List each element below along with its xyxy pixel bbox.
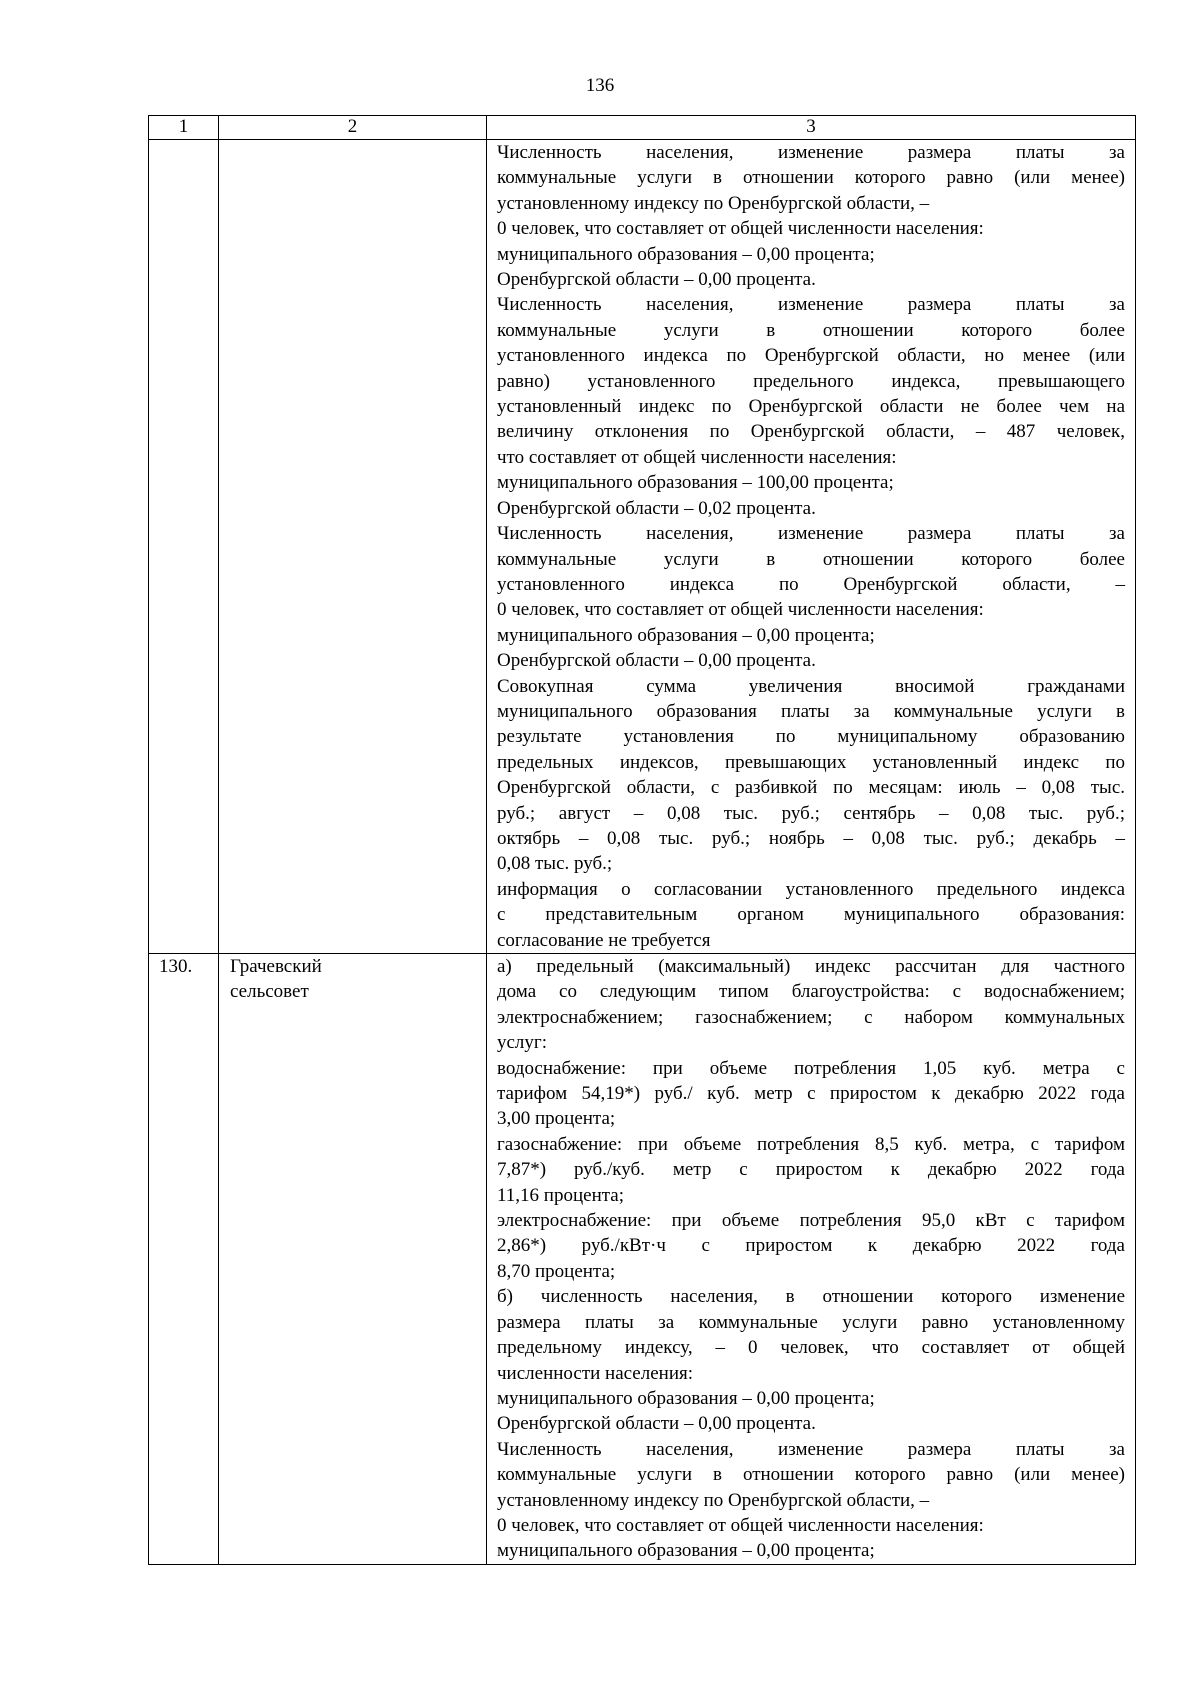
row-text-cell — [487, 954, 1136, 1565]
text-line: 0 человек, что составляет от общей численности населения: — [497, 218, 984, 240]
text-line: 3,00 процента; — [497, 1108, 616, 1130]
table-row-continued — [149, 140, 1136, 954]
text-line: а) предельный (максимальный) индекс рассчитан для частного — [497, 956, 1125, 977]
text-line: муниципального образования – 0,00 процента; — [497, 624, 875, 646]
document-table — [148, 115, 1136, 1565]
text-line: что составляет от общей численности населения: — [497, 446, 897, 468]
text-line: установленного индекса по Оренбургской области, – — [497, 573, 1125, 595]
row-number-cell: 130. — [149, 954, 219, 1565]
row-text — [497, 140, 1125, 953]
text-line: коммунальные услуги в отношении которого равно (или менее) — [497, 167, 1125, 189]
text-line: тарифом 54,19*) руб./ куб. метр с приростом к декабрю 2022 года — [497, 1083, 1125, 1105]
text-line: численности населения: — [497, 1362, 694, 1384]
text-line: муниципального образования платы за коммунальные услуги в — [497, 700, 1125, 722]
text-line: услуг: — [497, 1032, 547, 1054]
text-line: дома со следующим типом благоустройства: с водоснабжением; — [497, 981, 1125, 1003]
text-line: Оренбургской области – 0,02 процента. — [497, 497, 816, 519]
text-line: установленному индексу по Оренбургской области, – — [497, 1489, 930, 1511]
text-line: электроснабжением; газоснабжением; с набором коммунальных — [497, 1006, 1125, 1028]
text-line: результате установления по муниципальному образованию — [497, 726, 1125, 748]
table-header-row — [149, 116, 1136, 140]
text-line: величину отклонения по Оренбургской области, – 487 человек, — [497, 421, 1125, 443]
text-line: предельных индексов, превышающих установленный индекс по — [497, 751, 1125, 773]
municipality-name-line: Грачевский — [230, 956, 322, 977]
header-col-3: 3 — [487, 116, 1136, 140]
text-line: 8,70 процента; — [497, 1260, 616, 1282]
text-line: Численность населения, изменение размера платы за — [497, 523, 1125, 545]
text-line: Оренбургской области, с разбивкой по месяцам: июль – 0,08 тыс. — [497, 777, 1125, 799]
municipality-name-line: сельсовет — [230, 981, 309, 1003]
text-line: электроснабжение: при объеме потребления 95,0 кВт с тарифом — [497, 1210, 1125, 1232]
text-line: октябрь – 0,08 тыс. руб.; ноябрь – 0,08 тыс. руб.; декабрь – — [497, 827, 1125, 849]
text-line: коммунальные услуги в отношении которого более — [497, 548, 1125, 570]
text-line: Численность населения, изменение размера платы за — [497, 142, 1125, 163]
text-line: муниципального образования – 0,00 процента; — [497, 1540, 875, 1562]
row-number-cell — [149, 140, 219, 954]
text-line: размера платы за коммунальные услуги равно установленному — [497, 1311, 1125, 1333]
text-line: Совокупная сумма увеличения вносимой гражданами — [497, 675, 1125, 697]
text-line: установленному индексу по Оренбургской области, – — [497, 192, 930, 214]
table-row-130 — [149, 954, 1136, 1565]
row-text-cell — [487, 140, 1136, 954]
text-line: 0 человек, что составляет от общей численности населения: — [497, 1514, 984, 1536]
text-line: Численность населения, изменение размера платы за — [497, 294, 1125, 316]
text-line: 0,08 тыс. руб.; — [497, 853, 613, 875]
text-line: коммунальные услуги в отношении которого равно (или менее) — [497, 1464, 1125, 1486]
text-line: муниципального образования – 0,00 процента; — [497, 1387, 875, 1409]
text-line: Оренбургской области – 0,00 процента. — [497, 1413, 816, 1435]
text-line: Оренбургской области – 0,00 процента. — [497, 269, 816, 291]
text-line: Оренбургской области – 0,00 процента. — [497, 650, 816, 672]
text-line: муниципального образования – 100,00 процента; — [497, 472, 894, 494]
text-line: равно) установленного предельного индекса, превышающего — [497, 370, 1125, 392]
text-line: газоснабжение: при объеме потребления 8,5 куб. метра, с тарифом — [497, 1133, 1125, 1155]
page-number: 136 — [585, 75, 615, 96]
text-line: 7,87*) руб./куб. метр с приростом к декабрю 2022 года — [497, 1159, 1125, 1181]
text-line: согласование не требуется — [497, 929, 711, 951]
text-line: коммунальные услуги в отношении которого более — [497, 319, 1125, 341]
text-line: 2,86*) руб./кВт·ч с приростом к декабрю 2022 года — [497, 1235, 1125, 1257]
text-line: предельному индексу, – 0 человек, что составляет от общей — [497, 1337, 1125, 1359]
text-line: информация о согласовании установленного предельного индекса — [497, 878, 1125, 900]
row-name-cell — [219, 140, 487, 954]
text-line: Численность населения, изменение размера платы за — [497, 1438, 1125, 1460]
row-text — [497, 954, 1125, 1564]
text-line: муниципального образования – 0,00 процента; — [497, 243, 875, 265]
text-line: б) численность населения, в отношении которого изменение — [497, 1286, 1125, 1308]
text-line: 0 человек, что составляет от общей численности населения: — [497, 599, 984, 621]
text-line: установленного индекса по Оренбургской области, но менее (или — [497, 345, 1125, 367]
text-line: руб.; август – 0,08 тыс. руб.; сентябрь – 0,08 тыс. руб.; — [497, 802, 1125, 824]
text-line: установленный индекс по Оренбургской области не более чем на — [497, 396, 1125, 418]
text-line: с представительным органом муниципального образования: — [497, 904, 1125, 926]
text-line: водоснабжение: при объеме потребления 1,05 куб. метра с — [497, 1057, 1125, 1079]
header-col-1: 1 — [149, 116, 219, 140]
header-col-2: 2 — [219, 116, 487, 140]
row-name-cell — [219, 954, 487, 1565]
text-line: 11,16 процента; — [497, 1184, 624, 1206]
